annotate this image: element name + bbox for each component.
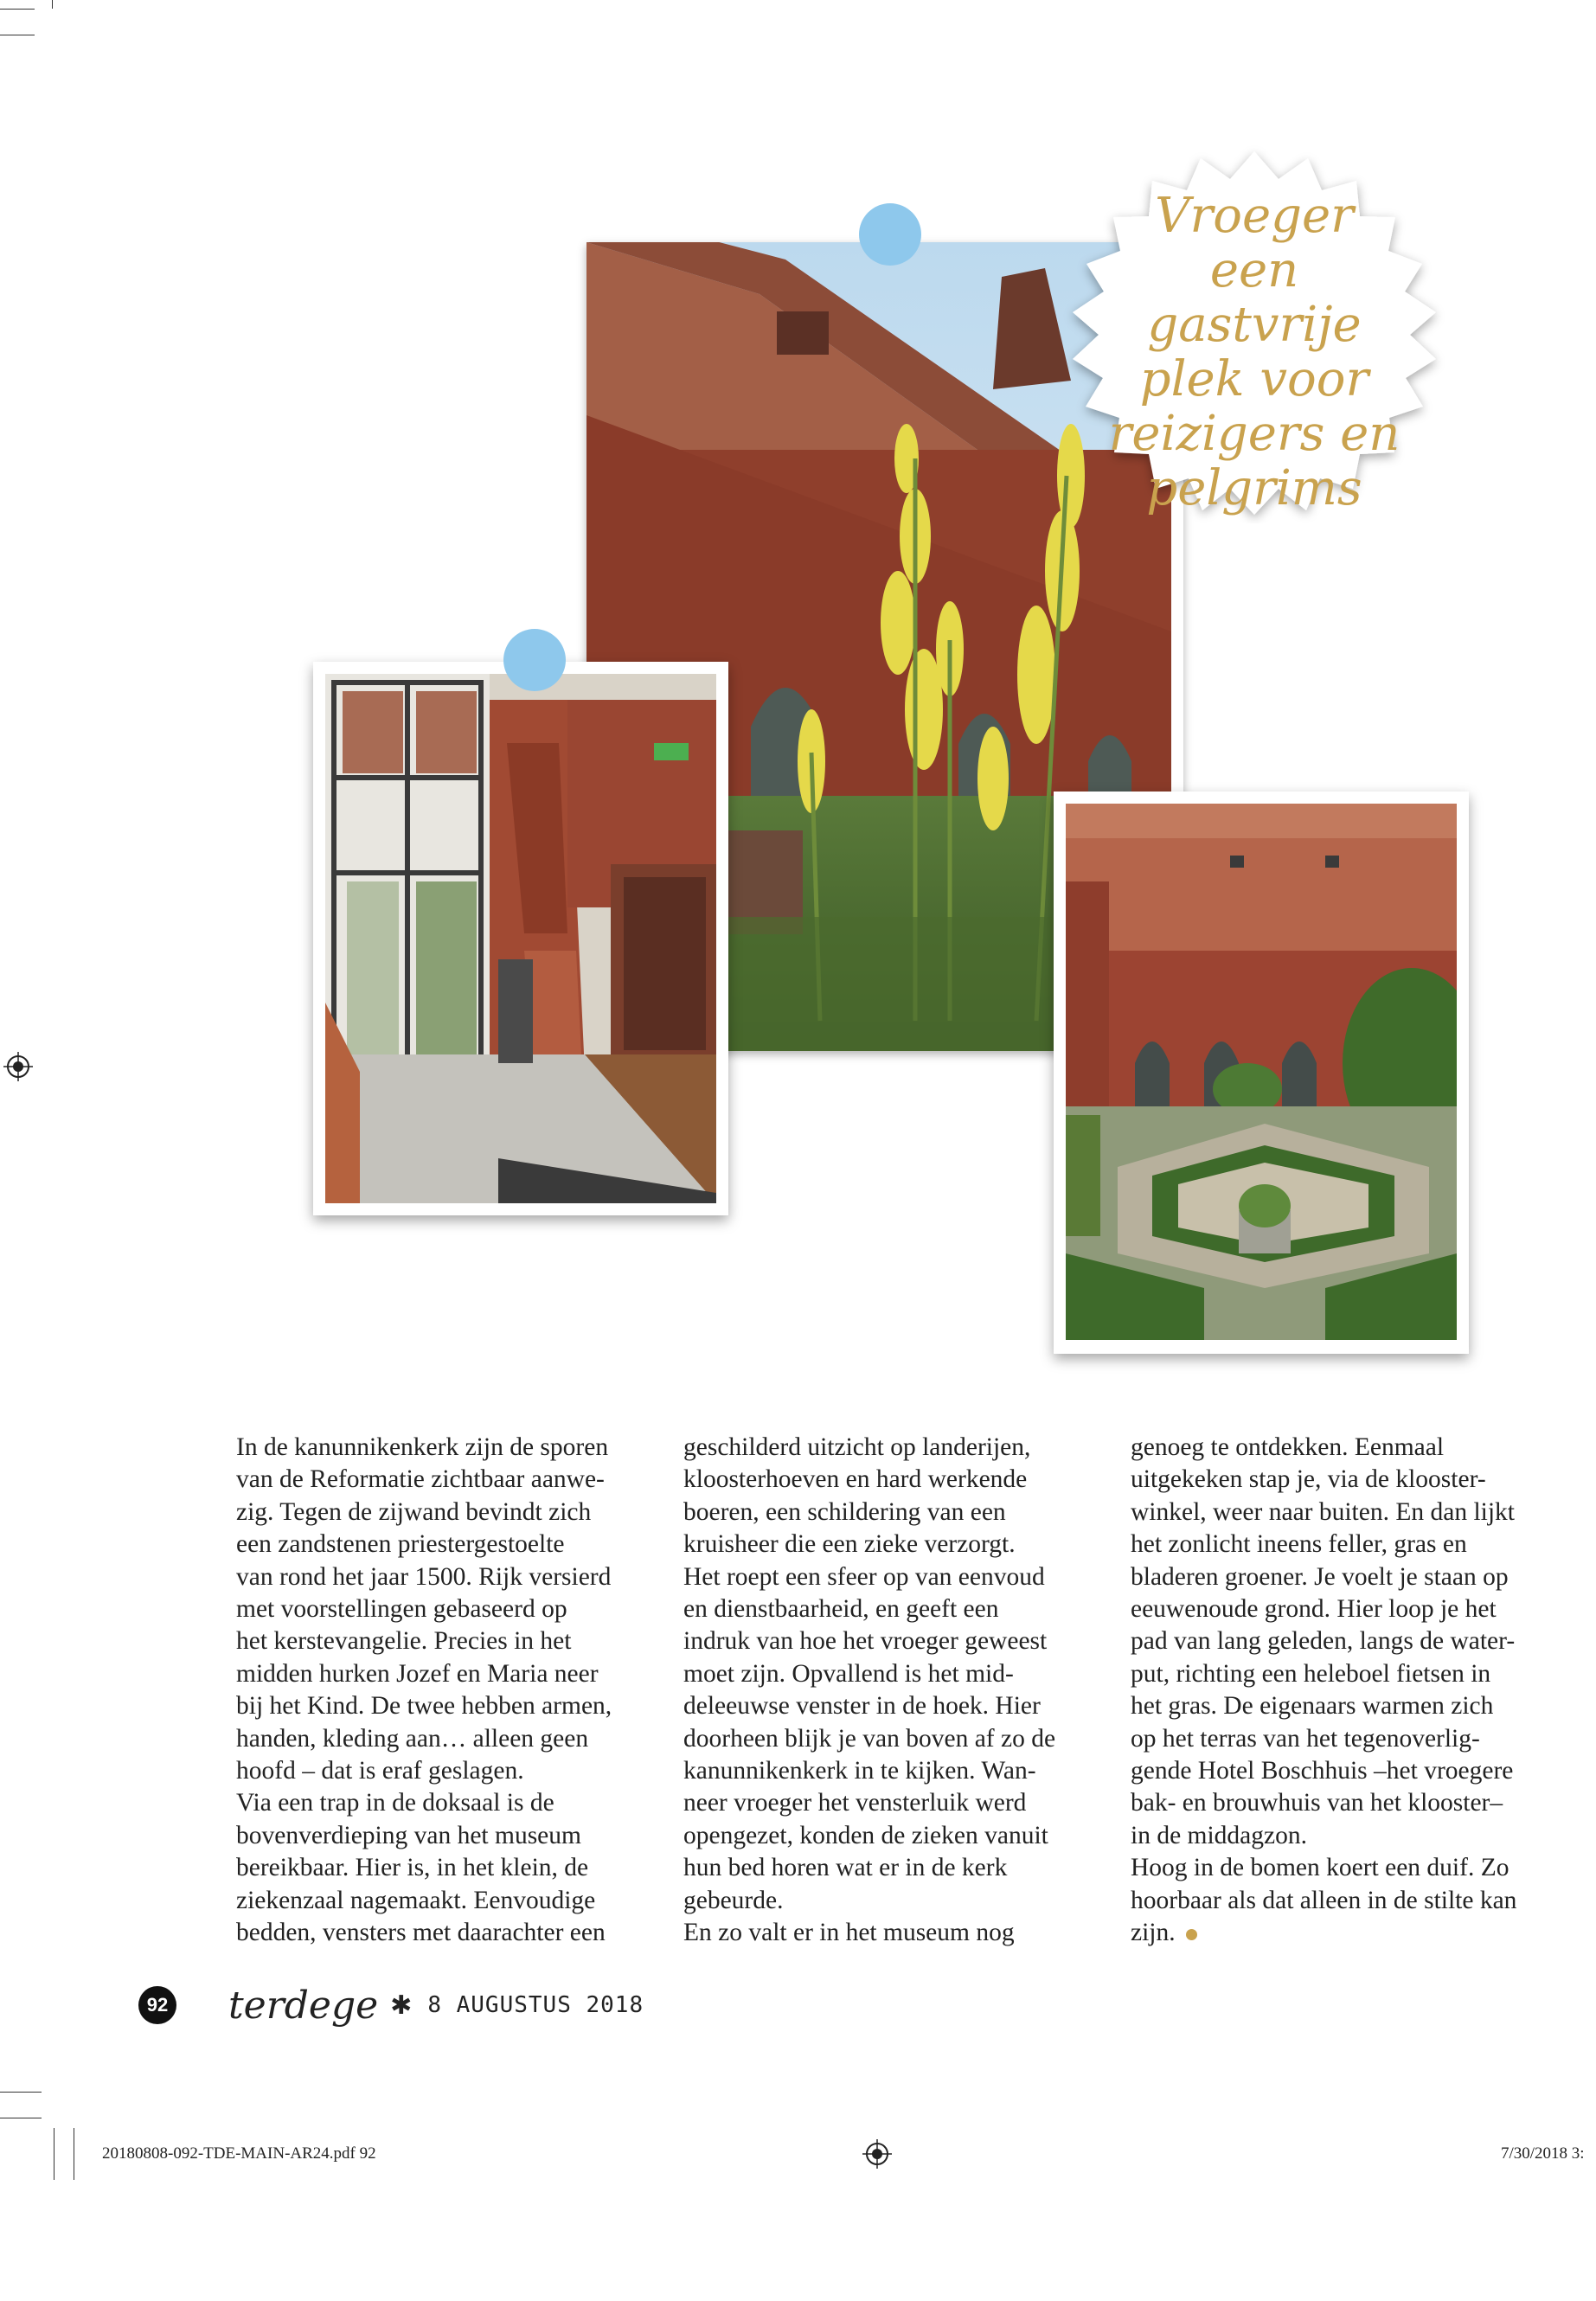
article-last-line	[1131, 1917, 1554, 1949]
article-line: uitgekeken stap je, via de klooster-	[1131, 1465, 1486, 1494]
article-line: eeuwenoude grond. Hier loop je het	[1131, 1595, 1497, 1624]
article-line: opengezet, konden de zieken vanuit	[683, 1821, 1048, 1849]
article-line: hoofd – dat is eraf geslagen.	[236, 1757, 524, 1785]
article-line: doorheen blijk je van boven af zo de	[683, 1724, 1056, 1753]
article-line: kloosterhoeven en hard werkende	[683, 1465, 1028, 1494]
pull-quote-line: een gastvrije	[1147, 242, 1362, 353]
page-number: 92	[138, 1986, 176, 2024]
pull-quote-line: reizigers en	[1108, 406, 1401, 462]
end-dot-icon	[1186, 1929, 1197, 1940]
article-line: handen, kleding aan… alleen geen	[236, 1724, 589, 1753]
registration-mark-icon	[3, 1052, 33, 1081]
article-line: met voorstellingen gebaseerd op	[236, 1595, 567, 1624]
article-line: kanunnikenkerk in te kijken. Wan-	[683, 1757, 1036, 1785]
article-line: het zonlicht ineens feller, gras en	[1131, 1530, 1467, 1559]
article-line: neer vroeger het vensterluik werd	[683, 1789, 1027, 1817]
article-line: het gras. De eigenaars warmen zich	[1131, 1692, 1494, 1721]
article-line: bovenverdieping van het museum	[236, 1821, 581, 1849]
article-line: bedden, vensters met daarachter een	[236, 1919, 606, 1947]
pull-quote	[1099, 189, 1410, 516]
crop-mark	[52, 0, 53, 9]
pull-quote-line: pelgrims	[1146, 460, 1362, 516]
article-line: gende Hotel Boschhuis –het vroegere	[1131, 1757, 1514, 1785]
article-line: indruk van hoe het vroeger geweest	[683, 1627, 1048, 1656]
article-line: bereikbaar. Hier is, in het klein, de	[236, 1854, 589, 1882]
article-column-3	[1131, 1432, 1554, 1950]
article-line: het kerstevangelie. Precies in het	[236, 1627, 572, 1656]
article-line: hun bed horen wat er in de kerk	[683, 1854, 1008, 1882]
print-slug-timestamp: 7/30/2018 3:	[1501, 2144, 1585, 2163]
crop-mark	[0, 9, 35, 10]
article-line: In de kanunnikenkerk zijn de sporen	[236, 1433, 609, 1461]
article-line: ziekenzaal nagemaakt. Eenvoudige	[236, 1886, 596, 1914]
footer-separator: ✱	[390, 1990, 413, 2021]
page-footer	[138, 1981, 644, 2029]
cloister-garden-photo	[1054, 792, 1469, 1354]
article-line: geschilderd uitzicht op landerijen,	[683, 1433, 1031, 1461]
article-line: boeren, een schildering van een	[683, 1497, 1006, 1526]
article-line: bij het Kind. De twee hebben armen,	[236, 1692, 612, 1721]
pull-quote-line: Vroeger	[1155, 188, 1354, 244]
push-pin-icon	[859, 203, 921, 266]
magazine-logo: terdege	[228, 1983, 379, 2028]
article-line: zig. Tegen de zijwand bevindt zich	[236, 1497, 592, 1526]
article-line: moet zijn. Opvallend is het mid-	[683, 1659, 1014, 1688]
article-line: pad van lang geleden, langs de water-	[1131, 1627, 1516, 1656]
crop-mark	[0, 2092, 42, 2093]
article-line: deleeuwse venster in de hoek. Hier	[683, 1692, 1041, 1721]
article-line: bak- en brouwhuis van het klooster–	[1131, 1789, 1503, 1817]
issue-date: 8 AUGUSTUS 2018	[427, 1992, 644, 2018]
article-line: En zo valt er in het museum nog	[683, 1919, 1015, 1947]
article-line: genoeg te ontdekken. Eenmaal	[1131, 1433, 1445, 1461]
article-line: gebeurde.	[683, 1886, 784, 1914]
article-line: Hoog in de bomen koert een duif. Zo	[1131, 1854, 1509, 1882]
push-pin-icon	[503, 629, 566, 691]
pull-quote-line: plek voor	[1139, 351, 1369, 407]
article-line: op het terras van het tegenoverlig-	[1131, 1724, 1480, 1753]
article-line: bladeren groener. Je voelt je staan op	[1131, 1562, 1509, 1591]
article-line: kruisheer die een zieke verzorgt.	[683, 1530, 1016, 1559]
article-line: in de middagzon.	[1131, 1821, 1307, 1849]
article-line: zijn.	[1131, 1919, 1176, 1947]
interior-staircase-photo	[313, 662, 728, 1215]
article-column-1	[236, 1432, 643, 1950]
article-line: midden hurken Jozef en Maria neer	[236, 1659, 599, 1688]
article-column-2	[683, 1432, 1090, 1950]
article-line: Via een trap in de doksaal is de	[236, 1789, 554, 1817]
article-line: een zandstenen priestergestoelte	[236, 1530, 565, 1559]
registration-mark-icon	[862, 2139, 892, 2169]
article-line: winkel, weer naar buiten. En dan lijkt	[1131, 1497, 1515, 1526]
print-slug-file: 20180808-092-TDE-MAIN-AR24.pdf 92	[102, 2144, 376, 2163]
article-line: van de Reformatie zichtbaar aanwe-	[236, 1465, 605, 1494]
article-line: en dienstbaarheid, en geeft een	[683, 1595, 999, 1624]
article-line: put, richting een heleboel fietsen in	[1131, 1659, 1491, 1688]
article-line: Het roept een sfeer op van eenvoud	[683, 1562, 1045, 1591]
article-line: hoorbaar als dat alleen in de stilte kan	[1131, 1886, 1517, 1914]
article-line: van rond het jaar 1500. Rijk versierd	[236, 1562, 612, 1591]
